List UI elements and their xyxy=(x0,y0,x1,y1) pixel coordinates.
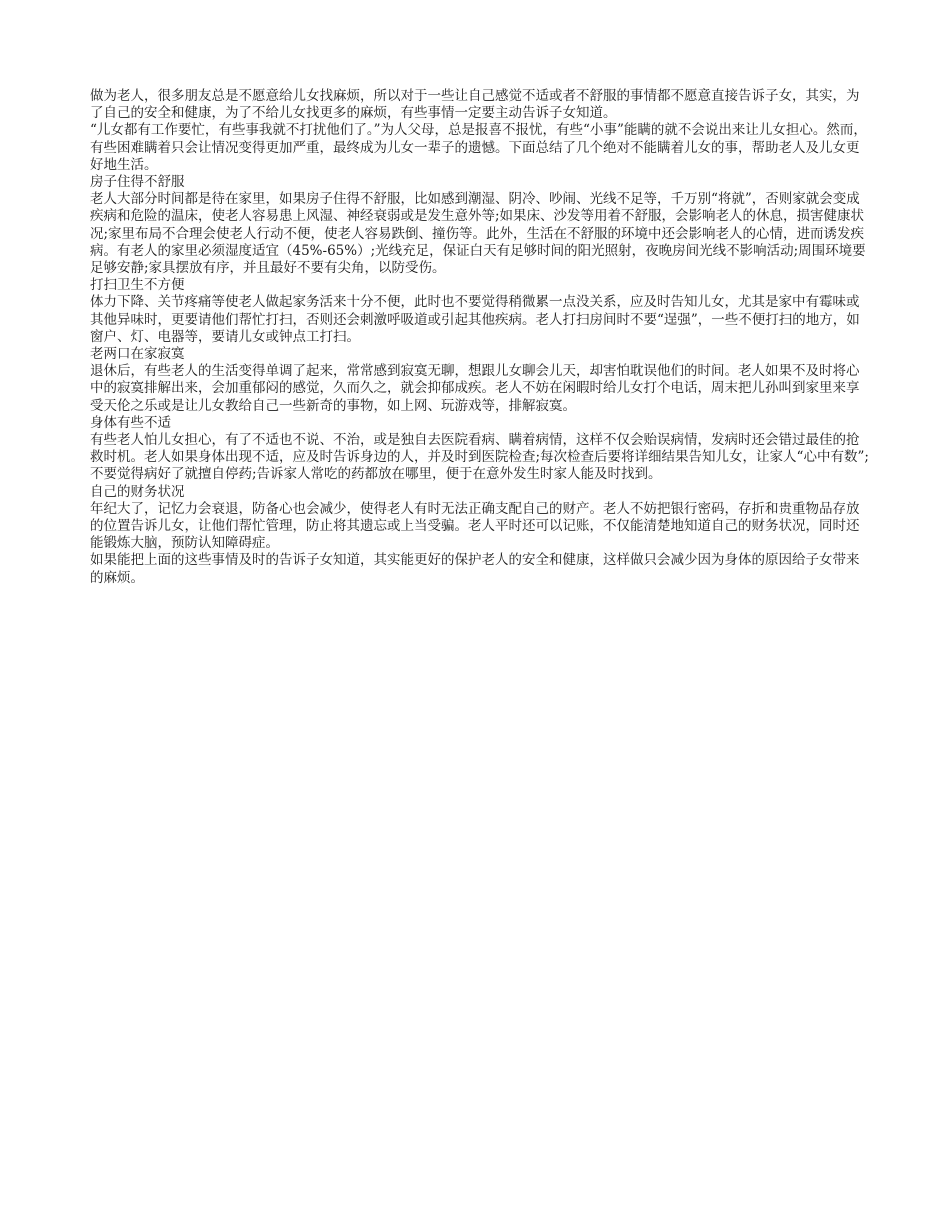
intro-paragraph-1: 做为老人，很多朋友总是不愿意给儿女找麻烦，所以对于一些让自己感觉不适或者不舒服的事情都不愿意直接告诉子女，其实，为了自己的安全和健康，为了不给儿女找更多的麻烦，有些事情一定要主动告诉子女知道。 xyxy=(90,88,860,122)
intro-paragraph-2: “儿女都有工作要忙，有些事我就不打扰他们了。”为人父母，总是报喜不报忧，有些“小事”能瞒的就不会说出来让儿女担心。然而，有些困难瞒着只会让情况变得更加严重，最终成为儿女一辈子的遗憾。下面总结了几个绝对不能瞒着儿女的事，帮助老人及儿女更好地生活。 xyxy=(90,122,867,173)
section-body-housing: 老人大部分时间都是待在家里，如果房子住得不舒服，比如感到潮湿、阴冷、吵闹、光线不足等，千万别“将就”，否则家就会变成疾病和危险的温床，使老人容易患上风湿、神经衰弱或是发生意外等;如果床、沙发等用着不舒服，会影响老人的休息，损害健康状况;家里布局不合理会使老人行动不便，使老人容易跌倒、撞伤等。此外，生活在不舒服的环境中还会影响老人的心情，进而诱发疾病。有老人的家里必须湿度适宜（45%-65%）;光线充足，保证白天有足够时间的阳光照射，夜晚房间光线不影响活动;周围环境要足够安静;家具摆放有序，并且最好不要有尖角，以防受伤。 xyxy=(90,191,866,277)
article xyxy=(90,88,870,587)
section-heading-cleaning: 打扫卫生不方便 xyxy=(90,277,185,294)
section-body-loneliness: 退休后，有些老人的生活变得单调了起来，常常感到寂寞无聊，想跟儿女聊会儿天，却害怕耽误他们的时间。老人如果不及时将心中的寂寞排解出来，会加重郁闷的感觉，久而久之，就会抑郁成疾。老人不妨在闲暇时给儿女打个电话，周末把儿孙叫到家里来享受天伦之乐或是让儿女教给自己一些新奇的事物，如上网、玩游戏等，排解寂寞。 xyxy=(90,363,860,414)
conclusion-paragraph: 如果能把上面的这些事情及时的告诉子女知道，其实能更好的保护老人的安全和健康，这样做只会减少因为身体的原因给子女带来的麻烦。 xyxy=(90,552,860,586)
section-body-cleaning: 体力下降、关节疼痛等使老人做起家务活来十分不便，此时也不要觉得稍微累一点没关系，应及时告知儿女，尤其是家中有霉味或其他异味时，更要请他们帮忙打扫，否则还会刺激呼吸道或引起其他疾病。老人打扫房间时不要“逞强”，一些不便打扫的地方，如窗户、灯、电器等，要请儿女或钟点工打扫。 xyxy=(90,294,860,345)
section-body-health: 有些老人怕儿女担心，有了不适也不说、不治，或是独自去医院看病、瞒着病情，这样不仅会贻误病情，发病时还会错过最佳的抢救时机。老人如果身体出现不适，应及时告诉身边的人，并及时到医院检查;每次检查后要将详细结果告知儿女，让家人“心中有数”;不要觉得病好了就擅自停药;告诉家人常吃的药都放在哪里，便于在意外发生时家人能及时找到。 xyxy=(90,432,869,483)
section-heading-loneliness: 老两口在家寂寞 xyxy=(90,346,185,363)
section-body-finance: 年纪大了，记忆力会衰退，防备心也会减少，使得老人有时无法正确支配自己的财产。老人不妨把银行密码，存折和贵重物品存放的位置告诉儿女，让他们帮忙管理，防止将其遗忘或上当受骗。老人平时还可以记账，不仅能清楚地知道自己的财务状况，同时还能锻炼大脑，预防认知障碍症。 xyxy=(90,500,860,552)
section-heading-finance: 自己的财务状况 xyxy=(90,483,185,500)
section-heading-housing: 房子住得不舒服 xyxy=(90,174,185,191)
section-heading-health: 身体有些不适 xyxy=(90,414,171,431)
